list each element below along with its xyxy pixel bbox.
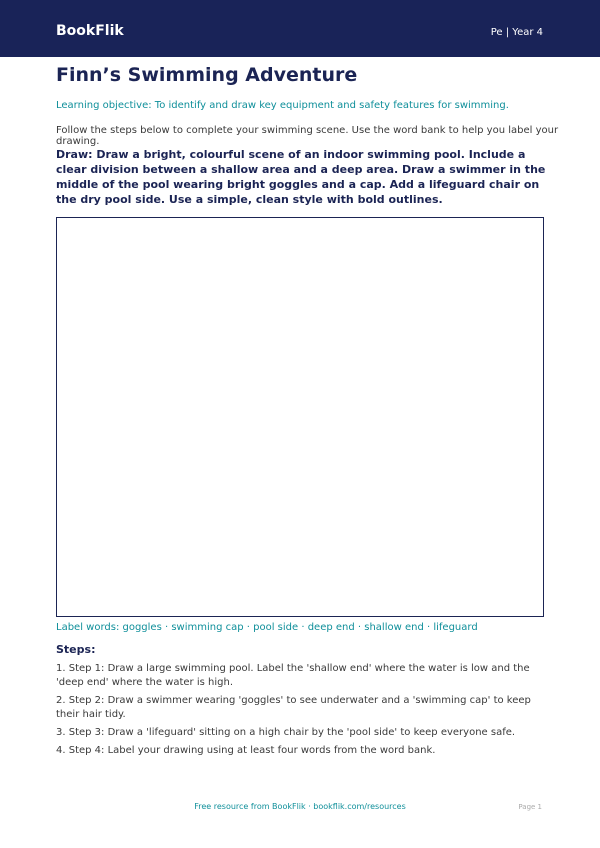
step-item: 2. Step 2: Draw a swimmer wearing 'goggles' to see underwater and a 'swimming cap' to keep their hair tidy. xyxy=(56,695,531,720)
word-bank: Label words: goggles · swimming cap · pool side · deep end · shallow end · lifeguard xyxy=(56,622,478,633)
brand-logo-text: BookFlik xyxy=(56,23,124,39)
footer-resource-link[interactable]: Free resource from BookFlik · bookflik.com/resources xyxy=(194,802,406,811)
step-item: 4. Step 4: Label your drawing using at least four words from the word bank. xyxy=(56,745,436,756)
draw-prompt: Draw: Draw a bright, colourful scene of an indoor swimming pool. Include a clear division between a shallow area and a deep area. Draw a swimmer in the middle of the pool wearing bright goggles and a cap. Add a lifeguard chair on the dry pool side. Use a simple, clean style with bold outlines. xyxy=(56,148,546,206)
subject-year-label: Pe | Year 4 xyxy=(490,27,543,38)
learning-objective: Learning objective: To identify and draw key equipment and safety features for swimming. xyxy=(56,100,509,111)
step-item: 3. Step 3: Draw a 'lifeguard' sitting on a high chair by the 'pool side' to keep everyone safe. xyxy=(56,727,516,738)
worksheet-title: Finn’s Swimming Adventure xyxy=(56,64,358,86)
steps-heading: Steps: xyxy=(56,643,96,656)
steps-list xyxy=(56,662,548,762)
page-number: Page 1 xyxy=(518,803,542,811)
instruction-text: Follow the steps below to complete your swimming scene. Use the word bank to help you label your drawing. xyxy=(56,125,559,147)
drawing-area[interactable] xyxy=(56,217,544,617)
step-item: 1. Step 1: Draw a large swimming pool. Label the 'shallow end' where the water is low and the 'deep end' where the water is high. xyxy=(56,663,530,688)
page-header xyxy=(0,0,600,57)
